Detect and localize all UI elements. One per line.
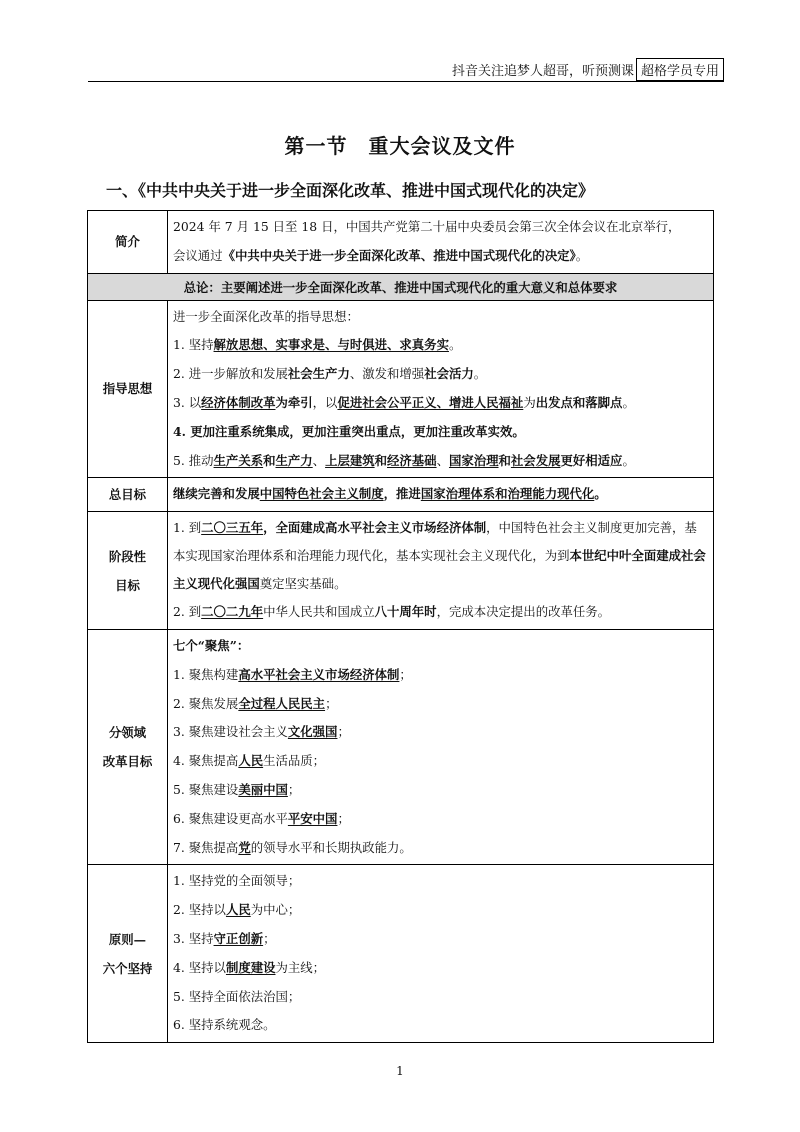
page-header (452, 58, 724, 81)
guide-label: 指导思想 (88, 300, 168, 478)
intro-line-2: 会议通过《中共中央关于进一步全面深化改革、推进中国式现代化的决定》。 (173, 247, 589, 263)
principle-item-1: 1. 坚持党的全面领导； (173, 873, 301, 889)
focus-label: 分领域 改革目标 (88, 629, 168, 864)
stage-item-1: 1. 到二〇三五年，全面建成高水平社会主义市场经济体制，中国特色社会主义制度更加完善，基本实现国家治理体系和治理能力现代化，基本实现社会主义现代化，为到本世纪中叶全面建成社会主义现代化强国奠定坚实基础。 (173, 520, 706, 592)
intro-content (168, 211, 714, 274)
overview-row (88, 273, 714, 300)
guide-line-0: 进一步全面深化改革的指导思想： (173, 308, 359, 324)
focus-item-2: 2. 聚焦发展全过程人民民主； (173, 695, 338, 711)
guide-line-4: 4. 更加注重系统集成，更加注重突出重点，更加注重改革实效。 (173, 423, 525, 439)
goal-content (168, 478, 714, 512)
intro-line-1: 2024 年 7 月 15 日至 18 日，中国共产党第二十届中央委员会第三次全体会议在北京举行， (173, 219, 681, 234)
stage-label: 阶段性 目标 (88, 512, 168, 630)
principle-item-5: 5. 坚持全面依法治国； (173, 988, 301, 1004)
focus-row (88, 629, 714, 864)
stage-row (88, 512, 714, 630)
stage-content (168, 512, 714, 630)
focus-title: 七个“聚焦”： (173, 637, 250, 653)
guide-content (168, 300, 714, 478)
header-badge: 超格学员专用 (636, 58, 724, 81)
principle-item-4: 4. 坚持以制度建设为主线； (173, 959, 326, 975)
guide-line-1: 1. 坚持解放思想、实事求是、与时俱进、求真务实。 (173, 337, 462, 353)
principle-label: 原则— 六个坚持 (88, 865, 168, 1043)
goal-line: 继续完善和发展中国特色社会主义制度，推进国家治理体系和治理能力现代化。 (173, 486, 607, 502)
focus-item-1: 1. 聚焦构建高水平社会主义市场经济体制； (173, 666, 412, 682)
overview-text: 总论：主要阐述进一步全面深化改革、推进中国式现代化的重大意义和总体要求 (88, 273, 714, 300)
principle-row (88, 865, 714, 1043)
focus-content (168, 629, 714, 864)
section-title: 第一节 重大会议及文件 (284, 134, 516, 158)
stage-item-2: 2. 到二〇二九年中华人民共和国成立八十周年时，完成本决定提出的改革任务。 (173, 604, 611, 620)
goal-label: 总目标 (88, 478, 168, 512)
goal-row (88, 478, 714, 512)
focus-item-7: 7. 聚焦提高党的领导水平和长期执政能力。 (173, 839, 412, 855)
focus-item-3: 3. 聚焦建设社会主义文化强国； (173, 724, 350, 740)
guide-row (88, 300, 714, 478)
principle-item-6: 6. 坚持系统观念。 (173, 1017, 276, 1033)
guide-line-2: 2. 进一步解放和发展社会生产力、激发和增强社会活力。 (173, 366, 487, 382)
principle-item-3: 3. 坚持守正创新； (173, 930, 276, 946)
principle-item-2: 2. 坚持以人民为中心； (173, 902, 301, 918)
header-rule (88, 81, 724, 82)
page-number: 1 (396, 1064, 404, 1078)
principle-content (168, 865, 714, 1043)
focus-item-5: 5. 聚焦建设美丽中国； (173, 781, 301, 797)
guide-line-3: 3. 以经济体制改革为牵引，以促进社会公平正义、增进人民福祉为出发点和落脚点。 (173, 394, 635, 410)
intro-label: 简介 (88, 211, 168, 274)
document-heading: 一、《中共中央关于进一步全面深化改革、推进中国式现代化的决定》 (106, 181, 595, 200)
focus-item-6: 6. 聚焦建设更高水平平安中国； (173, 810, 350, 826)
guide-line-5: 5. 推动生产关系和生产力、上层建筑和经济基础、国家治理和社会发展更好相适应。 (173, 452, 635, 468)
intro-row (88, 211, 714, 274)
focus-item-4: 4. 聚焦提高人民生活品质； (173, 753, 326, 769)
decision-summary-table (87, 210, 714, 1043)
header-note: 抖音关注追梦人超哥，听预测课 (451, 64, 634, 79)
